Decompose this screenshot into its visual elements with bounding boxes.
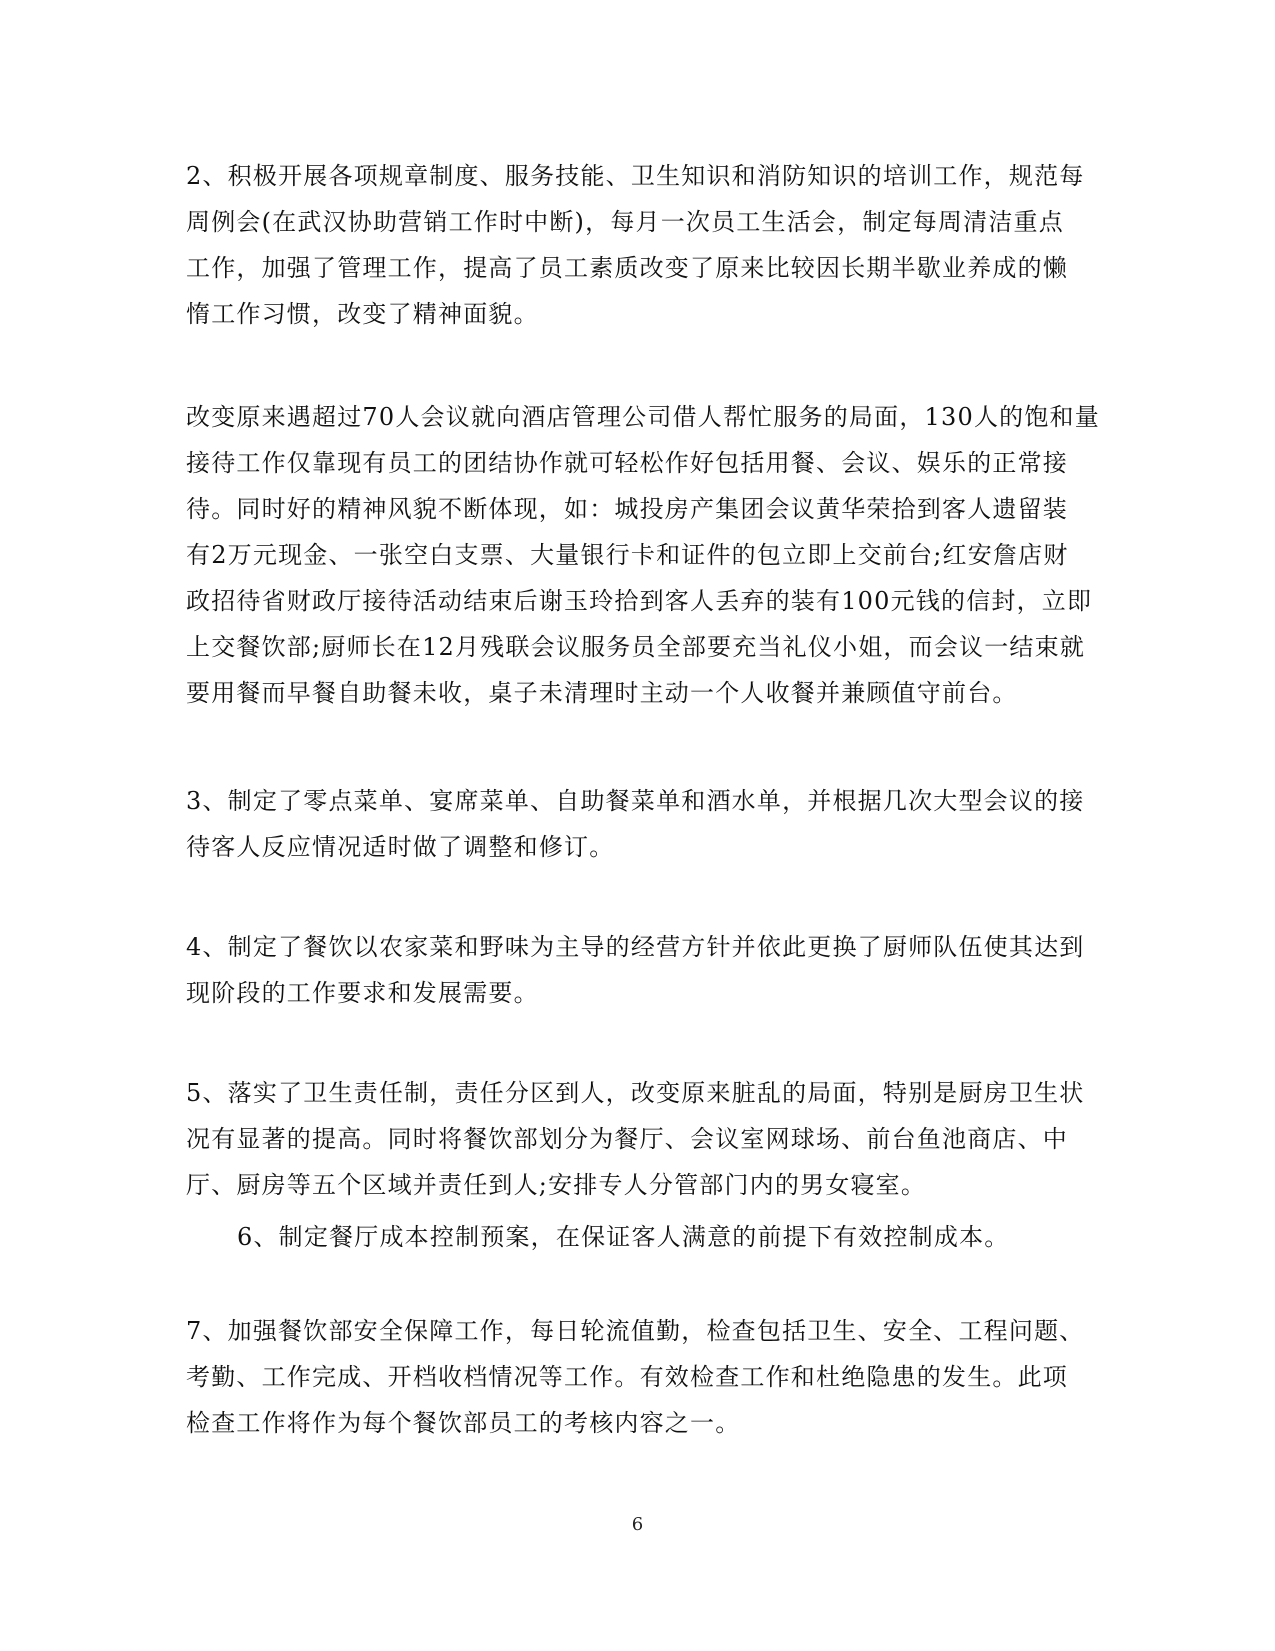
text-line: 3、制定了零点菜单、宴席菜单、自助餐菜单和酒水单，并根据几次大型会议的接 — [186, 787, 1085, 815]
paragraph-hygiene — [186, 1070, 1091, 1208]
paragraph-cuisine — [186, 924, 1091, 1016]
text-line: 2、积极开展各项规章制度、服务技能、卫生知识和消防知识的培训工作，规范每 — [186, 162, 1085, 190]
text-line: 检查工作将作为每个餐饮部员工的考核内容之一。 — [186, 1409, 741, 1437]
paragraph-training — [186, 153, 1091, 337]
text-line: 政招待省财政厅接待活动结束后谢玉玲拾到客人丢弃的装有100元钱的信封，立即 — [186, 587, 1093, 615]
text-line: 待。同时好的精神风貌不断体现，如：城投房产集团会议黄华荣拾到客人遗留装 — [186, 495, 1068, 523]
paragraph-spirit — [186, 394, 1100, 716]
page-number: 6 — [631, 1514, 644, 1535]
paragraph-safety — [186, 1308, 1091, 1446]
text-line: 5、落实了卫生责任制，责任分区到人，改变原来脏乱的局面，特别是厨房卫生状 — [186, 1079, 1085, 1107]
text-line: 要用餐而早餐自助餐未收，桌子未清理时主动一个人收餐并兼顾值守前台。 — [186, 679, 1018, 707]
text-line: 周例会(在武汉协助营销工作时中断)，每月一次员工生活会，制定每周清洁重点 — [186, 208, 1064, 236]
text-line: 接待工作仅靠现有员工的团结协作就可轻松作好包括用餐、会议、娱乐的正常接 — [186, 449, 1068, 477]
text-line: 惰工作习惯，改变了精神面貌。 — [186, 300, 539, 328]
text-line: 况有显著的提高。同时将餐饮部划分为餐厅、会议室网球场、前台鱼池商店、中 — [186, 1125, 1068, 1153]
text-line: 4、制定了餐饮以农家菜和野味为主导的经营方针并依此更换了厨师队伍使其达到 — [186, 933, 1085, 961]
text-line: 厅、厨房等五个区域并责任到人;安排专人分管部门内的男女寝室。 — [186, 1171, 927, 1199]
text-line: 6、制定餐厅成本控制预案，在保证客人满意的前提下有效控制成本。 — [237, 1223, 1010, 1251]
text-line: 考勤、工作完成、开档收档情况等工作。有效检查工作和杜绝隐患的发生。此项 — [186, 1363, 1068, 1391]
text-line: 现阶段的工作要求和发展需要。 — [186, 979, 539, 1007]
text-line: 待客人反应情况适时做了调整和修订。 — [186, 833, 615, 861]
text-line: 上交餐饮部;厨师长在12月残联会议服务员全部要充当礼仪小姐，而会议一结束就 — [186, 633, 1086, 661]
text-line: 7、加强餐饮部安全保障工作，每日轮流值勤，检查包括卫生、安全、工程问题、 — [186, 1317, 1085, 1345]
paragraph-menus — [186, 778, 1091, 870]
text-line: 有2万元现金、一张空白支票、大量银行卡和证件的包立即上交前台;红安詹店财 — [186, 541, 1069, 569]
text-line: 改变原来遇超过70人会议就向酒店管理公司借人帮忙服务的局面，130人的饱和量 — [186, 403, 1100, 431]
text-line: 工作，加强了管理工作，提高了员工素质改变了原来比较因长期半歇业养成的懒 — [186, 254, 1068, 282]
paragraph-cost-control — [237, 1214, 1142, 1260]
